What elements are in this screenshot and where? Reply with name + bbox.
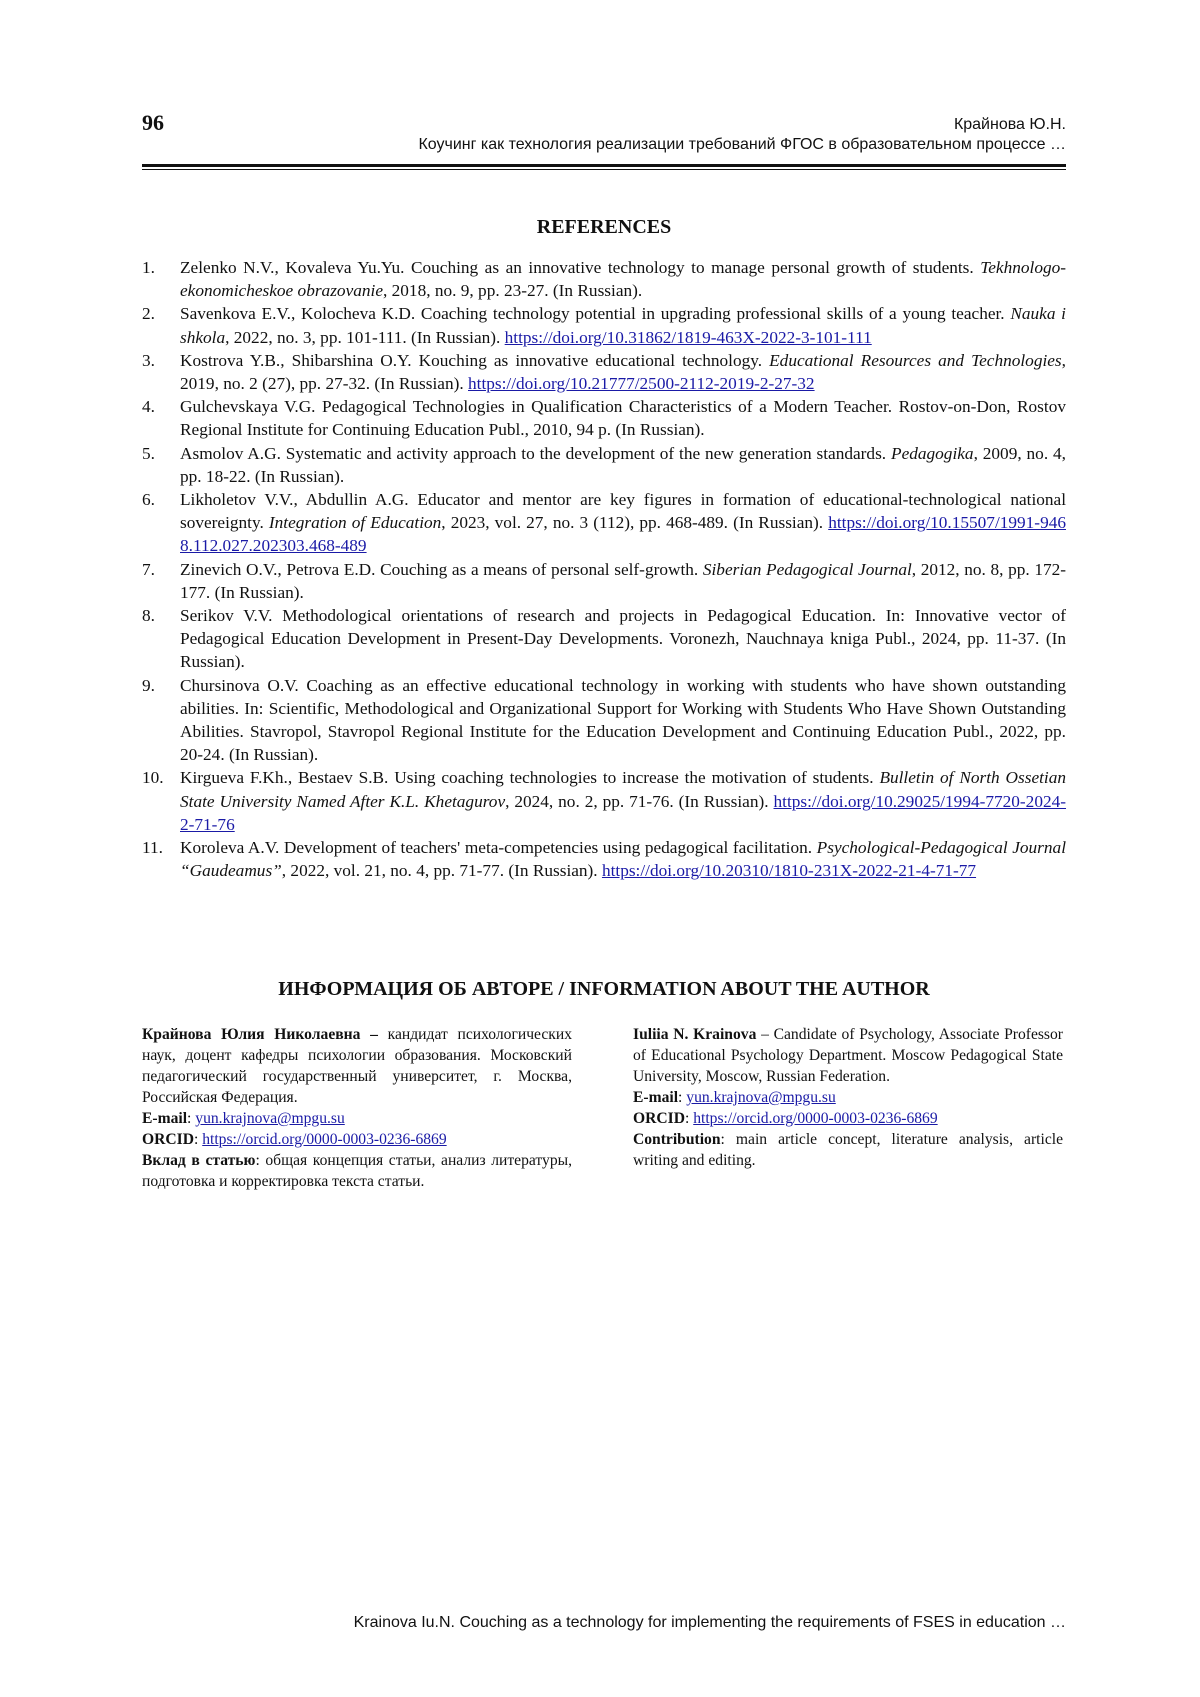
reference-journal: Nauka i shkola	[180, 304, 1066, 347]
page-header	[142, 108, 1066, 168]
reference-doi-link[interactable]: https://doi.org/10.29025/1994-7720-2024-2-71-76	[180, 791, 1066, 834]
email-line-en: E-mail: yun.krajnova@mpgu.su	[633, 1089, 836, 1106]
reference-item	[142, 349, 1066, 395]
contribution-line-en	[633, 1129, 1063, 1171]
reference-item	[142, 766, 1066, 836]
orcid-link-ru[interactable]: https://orcid.org/0000-0003-0236-6869	[202, 1131, 447, 1148]
reference-number: 10.	[142, 768, 164, 788]
reference-details: , 2009, no. 4, pp. 18-22. (In Russian).	[180, 443, 1066, 486]
reference-item	[142, 395, 1066, 441]
page-footer: Krainova Iu.N. Couching as a technology for implementing the requirements of FSES in education …	[353, 1614, 1066, 1631]
email-line-ru: E-mail: yun.krajnova@mpgu.su	[142, 1110, 345, 1127]
reference-number: 11.	[142, 838, 163, 858]
contribution-text-ru: : общая концепция статьи, анализ литературы, подготовка и корректировка текста статьи.	[142, 1152, 572, 1190]
reference-number: 3.	[142, 350, 155, 370]
author-info-ru	[142, 1024, 572, 1192]
reference-journal: Pedagogika	[891, 443, 974, 463]
contribution-label-en: Contribution	[633, 1131, 721, 1148]
reference-doi-link[interactable]: https://doi.org/10.21777/2500-2112-2019-2-27-32	[468, 374, 815, 394]
author-name-ru: Крайнова Юлия Николаевна –	[142, 1026, 378, 1043]
page-number: 96	[142, 110, 164, 135]
header-author: Крайнова Ю.Н.	[953, 116, 1066, 133]
orcid-line-ru: ORCID: https://orcid.org/0000-0003-0236-6869	[142, 1131, 447, 1148]
reference-number: 2.	[142, 304, 155, 324]
reference-item	[142, 674, 1066, 767]
reference-item	[142, 302, 1066, 348]
header-running-title: Коучинг как технология реализации требований ФГОС в образовательном процессе …	[418, 136, 1066, 153]
reference-text: Savenkova E.V., Kolocheva K.D. Coaching technology potential in upgrading professional skills of a young teacher.	[180, 304, 1011, 324]
reference-text: Kostrova Y.B., Shibarshina O.Y. Kouching as innovative educational technology.	[180, 350, 770, 370]
reference-details: , 2018, no. 9, pp. 23-27. (In Russian).	[383, 281, 643, 301]
reference-doi-link[interactable]: https://doi.org/10.20310/1810-231X-2022-21-4-71-77	[601, 861, 977, 881]
author-bio-en	[633, 1024, 1063, 1087]
reference-text: Zelenko N.V., Kovaleva Yu.Yu. Couching as an innovative technology to manage personal growth of students.	[180, 258, 981, 277]
reference-doi-link[interactable]: https://doi.org/10.31862/1819-463X-2022-3-101-111	[504, 327, 872, 347]
reference-journal: Tekhnologo-ekonomicheskoe obrazovanie	[180, 258, 1066, 301]
reference-details: , 2022, no. 3, pp. 101-111. (In Russian).	[225, 327, 505, 347]
reference-number: 1.	[142, 258, 155, 277]
reference-item	[142, 488, 1066, 558]
author-info-heading: ИНФОРМАЦИЯ ОБ АВТОРЕ / INFORMATION ABOUT THE AUTHOR	[278, 978, 930, 1000]
orcid-line-en: ORCID: https://orcid.org/0000-0003-0236-6869	[633, 1110, 938, 1127]
reference-item	[142, 604, 1066, 674]
references-list	[142, 256, 1066, 882]
reference-text: Serikov V.V. Methodological orientations of research and projects in Pedagogical Education. In: Innovative vector of Pedagogical Education Development in Present-Day Developments. Voronezh, Nauchnaya kniga Publ., 2024, pp. 11-37. (In Russian).	[180, 606, 1066, 672]
reference-item	[142, 836, 1066, 882]
reference-item	[142, 558, 1066, 604]
reference-number: 6.	[142, 490, 155, 510]
contribution-text-en: : main article concept, literature analysis, article writing and editing.	[633, 1131, 1063, 1169]
email-link-ru[interactable]: yun.krajnova@mpgu.su	[195, 1110, 345, 1127]
reference-details: , 2019, no. 2 (27), pp. 27-32. (In Russian).	[180, 350, 1066, 394]
reference-item	[142, 256, 1066, 302]
header-divider	[142, 164, 1066, 170]
reference-doi-link[interactable]: https://doi.org/10.15507/1991-9468.112.027.202303.468-489	[180, 513, 1066, 556]
email-label-ru: E-mail	[142, 1110, 188, 1127]
reference-text: Zinevich O.V., Petrova E.D. Couching as a means of personal self-growth.	[180, 559, 703, 579]
orcid-label-ru: ORCID	[142, 1131, 194, 1148]
contribution-line-ru	[142, 1150, 572, 1192]
reference-journal: Bulletin of North Ossetian State University Named After K.L. Khetagurov	[180, 768, 1067, 811]
author-name-en: Iuliia N. Krainova	[633, 1026, 757, 1043]
reference-item	[142, 442, 1066, 488]
reference-text: Likholetov V.V., Abdullin A.G. Educator and mentor are key figures in formation of educational-technological national sovereignty.	[180, 490, 1066, 533]
reference-journal: Siberian Pedagogical Journal	[702, 559, 912, 579]
author-bio-ru	[142, 1024, 572, 1108]
email-label-en: E-mail	[633, 1089, 679, 1106]
reference-number: 9.	[142, 675, 155, 695]
reference-journal: Integration of Education	[268, 513, 442, 533]
contribution-label-ru: Вклад в статью	[142, 1152, 256, 1169]
reference-number: 5.	[142, 443, 155, 463]
reference-number: 4.	[142, 397, 155, 417]
orcid-label-en: ORCID	[633, 1110, 685, 1127]
author-description-en: – Candidate of Psychology, Associate Professor of Educational Psychology Department. Moscow Pedagogical State University, Moscow, Russian Federation.	[633, 1026, 1063, 1085]
orcid-link-en[interactable]: https://orcid.org/0000-0003-0236-6869	[693, 1110, 938, 1127]
reference-details: , 2023, vol. 27, no. 3 (112), pp. 468-489. (In Russian).	[441, 513, 829, 533]
reference-details: , 2024, no. 2, pp. 71-76. (In Russian).	[505, 791, 774, 811]
reference-number: 7.	[142, 559, 155, 579]
email-link-en[interactable]: yun.krajnova@mpgu.su	[686, 1089, 836, 1106]
references-heading: REFERENCES	[536, 216, 672, 238]
author-info-en	[633, 1024, 1063, 1171]
reference-details: , 2022, vol. 21, no. 4, pp. 71-77. (In Russian).	[281, 861, 602, 881]
reference-text: Asmolov A.G. Systematic and activity approach to the development of the new generation standards.	[180, 443, 892, 463]
reference-text: Chursinova O.V. Coaching as an effective educational technology in working with students who have shown outstanding abilities. In: Scientific, Methodological and Organizational Support for Working with Students Who Have Shown Outstanding Abilities. Stavropol, Stavropol Regional Institute for the Education Development and Continuing Education Publ., 2022, pp. 20-24. (In Russian).	[180, 675, 1066, 765]
author-description-ru: кандидат психологических наук, доцент кафедры психологии образования. Московский педагогический государственный университет, г. Москва, Российская Федерация.	[142, 1026, 572, 1106]
reference-journal: Psychological-Pedagogical Journal “Gaudeamus”	[180, 838, 1066, 881]
reference-details: , 2012, no. 8, pp. 172-177. (In Russian).	[180, 559, 1066, 602]
reference-journal: Educational Resources and Technologies	[769, 350, 1062, 370]
reference-text: Kirgueva F.Kh., Bestaev S.B. Using coaching technologies to increase the motivation of students.	[180, 768, 880, 788]
reference-number: 8.	[142, 606, 155, 626]
reference-text: Gulchevskaya V.G. Pedagogical Technologies in Qualification Characteristics of a Modern Teacher. Rostov-on-Don, Rostov Regional Institute for Continuing Education Publ., 2010, 94 p. (In Russian).	[180, 397, 1066, 440]
reference-text: Koroleva A.V. Development of teachers' meta-competencies using pedagogical facilitation.	[180, 838, 817, 858]
